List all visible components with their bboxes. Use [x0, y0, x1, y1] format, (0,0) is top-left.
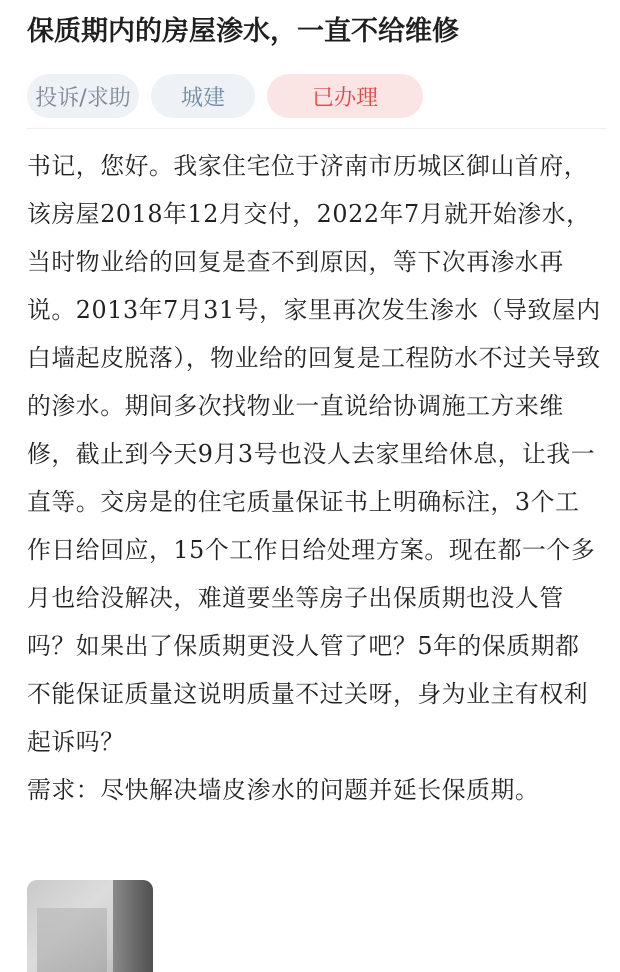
divider: [27, 128, 607, 129]
tag-complaint[interactable]: 投诉/求助: [27, 74, 139, 118]
tag-urban-construction[interactable]: 城建: [151, 74, 255, 118]
attached-photo-thumbnail[interactable]: [27, 880, 153, 972]
photo-shadow: [113, 880, 153, 972]
post-request-paragraph: 需求：尽快解决墙皮渗水的问题并延长保质期。: [27, 776, 540, 804]
post-body: [27, 142, 602, 814]
tag-list: [27, 74, 423, 118]
post-body-paragraph: 书记，您好。我家住宅位于济南市历城区御山首府，该房屋2018年12月交付，2022年7月就开始渗水，当时物业给的回复是查不到原因，等下次再渗水再说。2013年7月31号，家里再次发生渗水（导致屋内白墙起皮脱落），物业给的回复是工程防水不过关导致的渗水。期间多次找物业一直说给协调施工方来维修，截止到今天9月3号也没人去家里给休息，让我一直等。交房是的住宅质量保证书上明确标注，3个工作日给回应，15个工作日给处理方案。现在都一个多月也给没解决，难道要坐等房子出保质期也没人管吗？如果出了保质期更没人管了吧？5年的保质期都不能保证质量这说明质量不过关呀，身为业主有权利起诉吗？: [27, 152, 601, 756]
photo-wall-corner: [37, 908, 107, 972]
post-title: 保质期内的房屋渗水，一直不给维修: [27, 16, 459, 47]
tag-status-handled[interactable]: 已办理: [267, 74, 423, 118]
